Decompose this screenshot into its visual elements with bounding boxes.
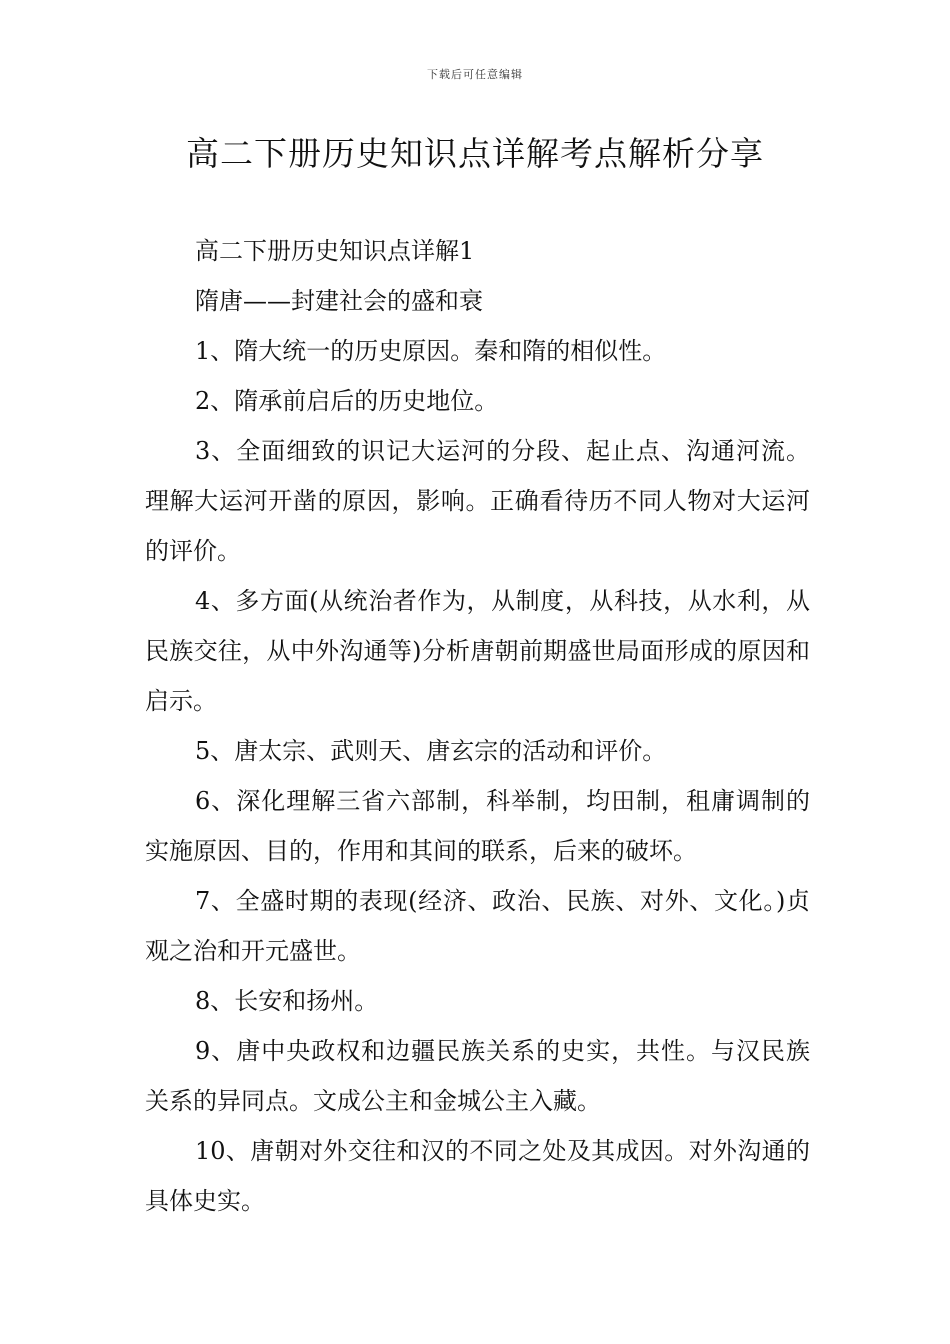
- header-note: 下载后可任意编辑: [427, 68, 523, 81]
- paragraph-item-4: 4、多方面(从统治者作为，从制度，从科技，从水利，从民族交往，从中外沟通等)分析唐朝前期盛世局面形成的原因和启示。: [145, 587, 810, 715]
- paragraph-item-6: 6、深化理解三省六部制，科举制，均田制，租庸调制的实施原因、目的，作用和其间的联系，后来的破坏。: [145, 787, 810, 865]
- paragraph-subtitle: 高二下册历史知识点详解1: [195, 237, 475, 265]
- paragraph-item-10: 10、唐朝对外交往和汉的不同之处及其成因。对外沟通的具体史实。: [145, 1137, 810, 1215]
- paragraph-item-9: 9、唐中央政权和边疆民族关系的史实，共性。与汉民族关系的异同点。文成公主和金城公主入藏。: [145, 1037, 810, 1115]
- paragraph-item-3: 3、全面细致的识记大运河的分段、起止点、沟通河流。理解大运河开凿的原因，影响。正确看待历不同人物对大运河的评价。: [145, 437, 810, 565]
- paragraph-section-heading: 隋唐——封建社会的盛和衰: [195, 287, 483, 315]
- paragraph-item-2: 2、隋承前启后的历史地位。: [195, 387, 499, 415]
- document-body: [145, 226, 810, 1226]
- paragraph-item-1: 1、隋大统一的历史原因。秦和隋的相似性。: [195, 337, 667, 365]
- paragraph-item-8: 8、长安和扬州。: [195, 987, 379, 1015]
- document-title: 高二下册历史知识点详解考点解析分享: [186, 134, 764, 173]
- paragraph-item-7: 7、全盛时期的表现(经济、政治、民族、对外、文化。)贞观之治和开元盛世。: [145, 887, 810, 965]
- paragraph-item-5: 5、唐太宗、武则天、唐玄宗的活动和评价。: [195, 737, 667, 765]
